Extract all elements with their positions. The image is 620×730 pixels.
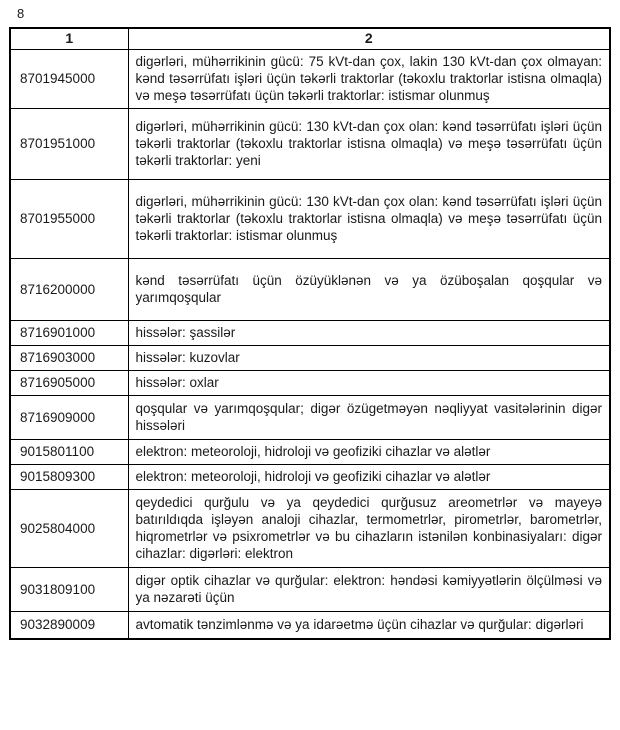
tariff-description-cell: elektron: meteoroloji, hidroloji və geofiziki cihazlar və alətlər <box>128 439 610 464</box>
table-row <box>10 439 610 464</box>
tariff-code-cell: 8716903000 <box>10 345 128 370</box>
tariff-code-cell: 9015801100 <box>10 439 128 464</box>
tariff-code-cell: 8716901000 <box>10 320 128 345</box>
tariff-description-cell: avtomatik tənzimlənmə və ya idarəetmə üçün cihazlar və qurğular: digərləri <box>128 611 610 639</box>
tariff-description-cell: digərləri, mühərrikinin gücü: 130 kVt-dan çox olan: kənd təsərrüfatı işləri üçün təkərli traktorlar (təkoxlu traktorlar istisna olmaqla) və meşə təsərrüfatı üçün təkərli traktorlar: yeni <box>128 108 610 179</box>
table-row <box>10 49 610 108</box>
tariff-description-cell: digər optik cihazlar və qurğular: elektron: həndəsi kəmiyyətlərin ölçülməsi və ya nəzarəti üçün <box>128 567 610 611</box>
tariff-description-cell: digərləri, mühərrikinin gücü: 75 kVt-dan çox, lakin 130 kVt-dan çox olmayan: kənd təsərrüfatı işləri üçün təkərli traktorlar (təkoxlu traktorlar istisna olmaqla) və meşə təsərrüfatı üçün təkərli traktorlar: istismar olunmuş <box>128 49 610 108</box>
column-header-description: 2 <box>128 28 610 49</box>
tariff-description-cell: kənd təsərrüfatı üçün özüyüklənən və ya özüboşalan qoşqular və yarımqoşqular <box>128 258 610 320</box>
tariff-description-cell: qeydedici qurğulu və ya qeydedici qurğusuz areometrlər və mayeyə batırıldıqda işləyən analoji cihazlar, termometrlər, pirometrlər, barometrlər, hiqrometrlər və psixrometrlər və bu cihazların istənilən konbinasiyaları: digər cihazlar: digərləri: elektron <box>128 489 610 567</box>
tariff-code-cell: 9032890009 <box>10 611 128 639</box>
table-row <box>10 464 610 489</box>
table-row <box>10 258 610 320</box>
tariff-code-cell: 9031809100 <box>10 567 128 611</box>
table-row <box>10 345 610 370</box>
table-row <box>10 370 610 395</box>
tariff-description-cell: digərləri, mühərrikinin gücü: 130 kVt-dan çox olan: kənd təsərrüfatı işləri üçün təkərli traktorlar (təkoxlu traktorlar istisna olmaqla) və meşə təsərrüfatı üçün təkərli traktorlar: istismar olunmuş <box>128 179 610 258</box>
tariff-code-cell: 8716905000 <box>10 370 128 395</box>
table-row <box>10 320 610 345</box>
tariff-code-cell: 9015809300 <box>10 464 128 489</box>
table-row <box>10 395 610 439</box>
tariff-description-cell: qoşqular və yarımqoşqular; digər özügetməyən nəqliyyat vasitələrinin digər hissələri <box>128 395 610 439</box>
page-number: 8 <box>17 6 25 21</box>
tariff-description-cell: elektron: meteoroloji, hidroloji və geofiziki cihazlar və alətlər <box>128 464 610 489</box>
tariff-code-table <box>9 27 611 640</box>
tariff-description-cell: hissələr: kuzovlar <box>128 345 610 370</box>
tariff-code-cell: 9025804000 <box>10 489 128 567</box>
tariff-code-cell: 8716200000 <box>10 258 128 320</box>
tariff-code-cell: 8716909000 <box>10 395 128 439</box>
table-row <box>10 489 610 567</box>
table-row <box>10 611 610 639</box>
table-row <box>10 179 610 258</box>
table-row <box>10 108 610 179</box>
table-body <box>10 49 610 639</box>
table-row <box>10 567 610 611</box>
tariff-code-cell: 8701951000 <box>10 108 128 179</box>
table-header-row <box>10 28 610 49</box>
column-header-code: 1 <box>10 28 128 49</box>
tariff-description-cell: hissələr: oxlar <box>128 370 610 395</box>
tariff-code-cell: 8701955000 <box>10 179 128 258</box>
tariff-code-cell: 8701945000 <box>10 49 128 108</box>
tariff-description-cell: hissələr: şassilər <box>128 320 610 345</box>
